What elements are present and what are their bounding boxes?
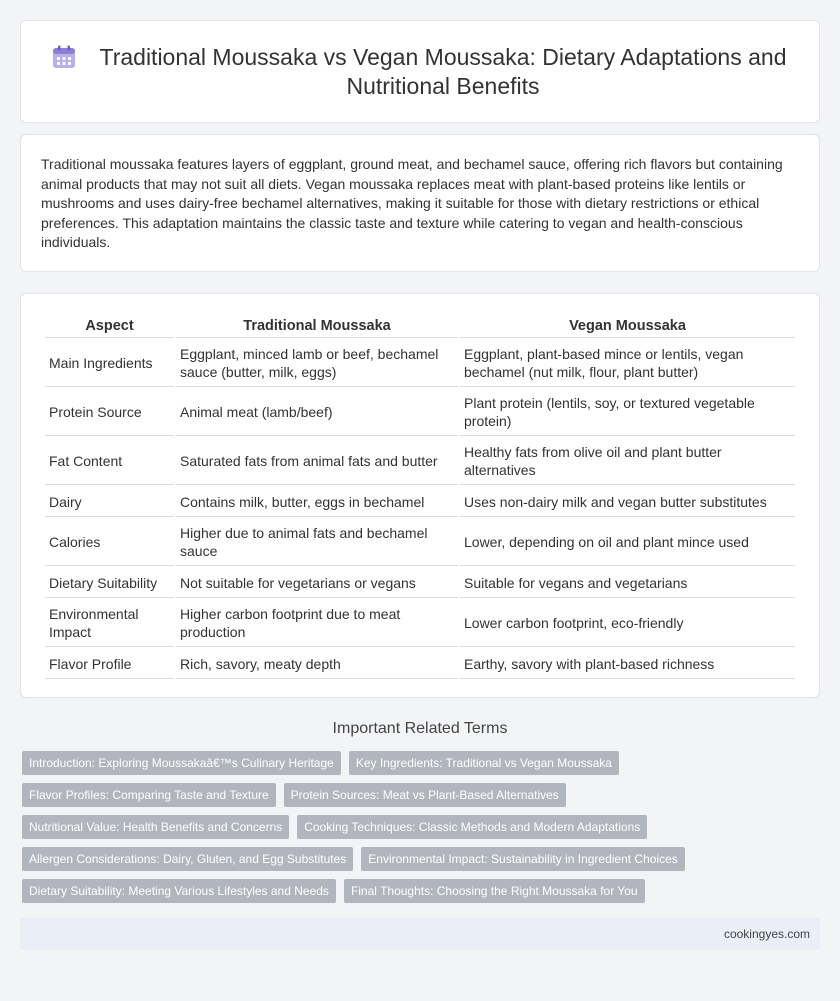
table-row <box>45 438 795 485</box>
row-aspect: Calories <box>45 519 174 566</box>
table-row <box>45 389 795 436</box>
related-term-tag[interactable]: Environmental Impact: Sustainability in Ingredient Choices <box>361 847 685 871</box>
row-aspect: Dairy <box>45 487 174 517</box>
table-row <box>45 568 795 598</box>
row-aspect: Main Ingredients <box>45 340 174 387</box>
row-vegan: Uses non-dairy milk and vegan butter substitutes <box>460 487 795 517</box>
related-terms-section <box>0 720 840 903</box>
related-term-tag[interactable]: Protein Sources: Meat vs Plant-Based Alternatives <box>284 783 566 807</box>
related-term-tag[interactable]: Cooking Techniques: Classic Methods and Modern Adaptations <box>297 815 647 839</box>
row-traditional: Not suitable for vegetarians or vegans <box>176 568 458 598</box>
row-aspect: Fat Content <box>45 438 174 485</box>
row-aspect: Flavor Profile <box>45 649 174 679</box>
row-traditional: Saturated fats from animal fats and butter <box>176 438 458 485</box>
comparison-table <box>43 310 797 681</box>
comparison-card <box>20 293 820 698</box>
related-terms-heading: Important Related Terms <box>332 720 508 737</box>
header-card <box>20 20 820 123</box>
intro-card <box>20 134 820 272</box>
row-vegan: Suitable for vegans and vegetarians <box>460 568 795 598</box>
table-row <box>45 600 795 647</box>
table-row <box>45 340 795 387</box>
row-vegan: Eggplant, plant-based mince or lentils, vegan bechamel (nut milk, flour, plant butter) <box>460 340 795 387</box>
related-term-tag[interactable]: Key Ingredients: Traditional vs Vegan Moussaka <box>349 751 619 775</box>
row-traditional: Eggplant, minced lamb or beef, bechamel sauce (butter, milk, eggs) <box>176 340 458 387</box>
row-vegan: Earthy, savory with plant-based richness <box>460 649 795 679</box>
row-vegan: Lower, depending on oil and plant mince used <box>460 519 795 566</box>
row-vegan: Plant protein (lentils, soy, or textured vegetable protein) <box>460 389 795 436</box>
related-term-tag[interactable]: Allergen Considerations: Dairy, Gluten, and Egg Substitutes <box>22 847 353 871</box>
related-term-tag[interactable]: Nutritional Value: Health Benefits and Concerns <box>22 815 289 839</box>
row-aspect: Protein Source <box>45 389 174 436</box>
related-terms-tags <box>0 751 840 903</box>
row-vegan: Healthy fats from olive oil and plant butter alternatives <box>460 438 795 485</box>
row-traditional: Contains milk, butter, eggs in bechamel <box>176 487 458 517</box>
row-aspect: Dietary Suitability <box>45 568 174 598</box>
footer-site[interactable]: cookingyes.com <box>723 927 810 941</box>
page-title: Traditional Moussaka vs Vegan Moussaka: Dietary Adaptations and Nutritional Benefits <box>99 43 787 99</box>
footer <box>20 918 820 950</box>
related-term-tag[interactable]: Flavor Profiles: Comparing Taste and Texture <box>22 783 276 807</box>
calendar-icon <box>51 44 77 70</box>
intro-text: Traditional moussaka features layers of eggplant, ground meat, and bechamel sauce, offering rich flavors but containing animal products that may not suit all diets. Vegan moussaka replaces meat with plant-based proteins like lentils or mushrooms and uses dairy-free bechamel alternatives, making it suitable for those with dietary restrictions or ethical preferences. This adaptation maintains the classic taste and texture while catering to vegan and health-conscious individuals. <box>41 156 783 251</box>
row-traditional: Animal meat (lamb/beef) <box>176 389 458 436</box>
table-row <box>45 487 795 517</box>
row-aspect: Environmental Impact <box>45 600 174 647</box>
row-traditional: Higher due to animal fats and bechamel sauce <box>176 519 458 566</box>
row-vegan: Lower carbon footprint, eco-friendly <box>460 600 795 647</box>
table-row <box>45 519 795 566</box>
related-term-tag[interactable]: Final Thoughts: Choosing the Right Moussaka for You <box>344 879 645 903</box>
row-traditional: Rich, savory, meaty depth <box>176 649 458 679</box>
related-term-tag[interactable]: Introduction: Exploring Moussakaâ€™s Culinary Heritage <box>22 751 341 775</box>
table-row <box>45 649 795 679</box>
row-traditional: Higher carbon footprint due to meat production <box>176 600 458 647</box>
header-vegan: Vegan Moussaka <box>460 312 795 338</box>
table-header-row <box>45 312 795 338</box>
related-term-tag[interactable]: Dietary Suitability: Meeting Various Lifestyles and Needs <box>22 879 336 903</box>
header-traditional: Traditional Moussaka <box>176 312 458 338</box>
header-aspect: Aspect <box>45 312 174 338</box>
